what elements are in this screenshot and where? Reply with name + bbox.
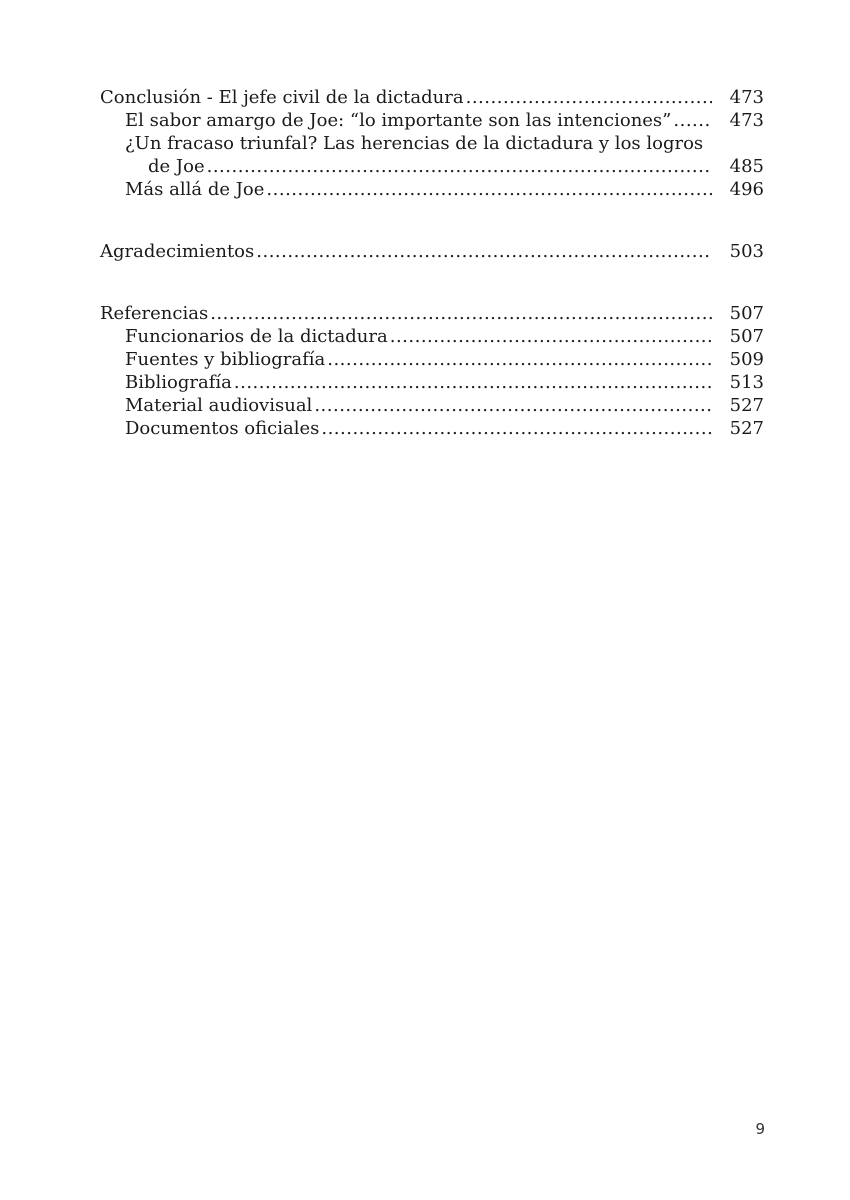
- toc-entry-referencias[interactable]: [100, 302, 764, 325]
- toc-entry-page: 509: [729, 349, 764, 370]
- toc-entry-continuation: [100, 155, 764, 178]
- toc-entry-conclusion[interactable]: [100, 86, 764, 109]
- toc-leader-dots: [673, 109, 712, 132]
- toc-leader-dots: [234, 371, 712, 394]
- toc-entry-page: 485: [729, 156, 764, 177]
- toc-entry-title-line1: ¿Un fracaso triunfal? Las herencias de la dictadura y los logros: [125, 133, 704, 154]
- toc-leader-dots: [390, 325, 712, 348]
- toc-entry-page: 507: [729, 326, 764, 347]
- toc-entry-title: Conclusión - El jefe civil de la dictadura: [100, 87, 464, 108]
- toc-entry-fracaso-triunfal[interactable]: [100, 132, 764, 178]
- toc-entry-title: Más allá de Joe: [125, 179, 265, 200]
- toc-entry-title-line2: de Joe: [148, 156, 205, 177]
- toc-leader-dots: [466, 86, 712, 109]
- toc-leader-dots: [327, 348, 712, 371]
- toc-leader-dots: [210, 302, 712, 325]
- toc-entry-funcionarios[interactable]: [100, 325, 764, 348]
- toc-section-referencias: [100, 302, 764, 440]
- table-of-contents: [100, 86, 764, 440]
- toc-entry-page: 503: [729, 241, 764, 262]
- toc-entry-page: 513: [729, 372, 764, 393]
- toc-section-agradecimientos: [100, 240, 764, 263]
- toc-section-conclusion: [100, 86, 764, 201]
- toc-entry-sabor-amargo[interactable]: [100, 109, 764, 132]
- toc-leader-dots: [266, 178, 712, 201]
- toc-entry-title: Material audiovisual: [125, 395, 313, 416]
- toc-leader-dots: [207, 155, 712, 178]
- toc-entry-title: Referencias: [100, 303, 209, 324]
- toc-leader-dots: [314, 394, 712, 417]
- toc-leader-dots: [321, 417, 712, 440]
- toc-entry-title: Agradecimientos: [100, 241, 255, 262]
- toc-entry-page: 507: [729, 303, 764, 324]
- toc-entry-title: Bibliografía: [125, 372, 232, 393]
- page-number: 9: [755, 1120, 765, 1138]
- toc-entry-page: 496: [729, 179, 764, 200]
- toc-entry-page: 473: [729, 110, 764, 131]
- toc-leader-dots: [256, 240, 712, 263]
- toc-entry-mas-alla[interactable]: [100, 178, 764, 201]
- toc-entry-title: Documentos oficiales: [125, 418, 320, 439]
- toc-entry-page: 473: [729, 87, 764, 108]
- toc-entry-page: 527: [729, 395, 764, 416]
- toc-entry-title: El sabor amargo de Joe: “lo importante son las intenciones”: [125, 110, 672, 131]
- toc-entry-bibliografia[interactable]: [100, 371, 764, 394]
- toc-entry-title: Funcionarios de la dictadura: [125, 326, 388, 347]
- toc-entry-material-audiovisual[interactable]: [100, 394, 764, 417]
- toc-entry-page: 527: [729, 418, 764, 439]
- toc-entry-title: Fuentes y bibliografía: [125, 349, 326, 370]
- toc-entry-fuentes[interactable]: [100, 348, 764, 371]
- toc-entry-agradecimientos[interactable]: [100, 240, 764, 263]
- toc-entry-documentos-oficiales[interactable]: [100, 417, 764, 440]
